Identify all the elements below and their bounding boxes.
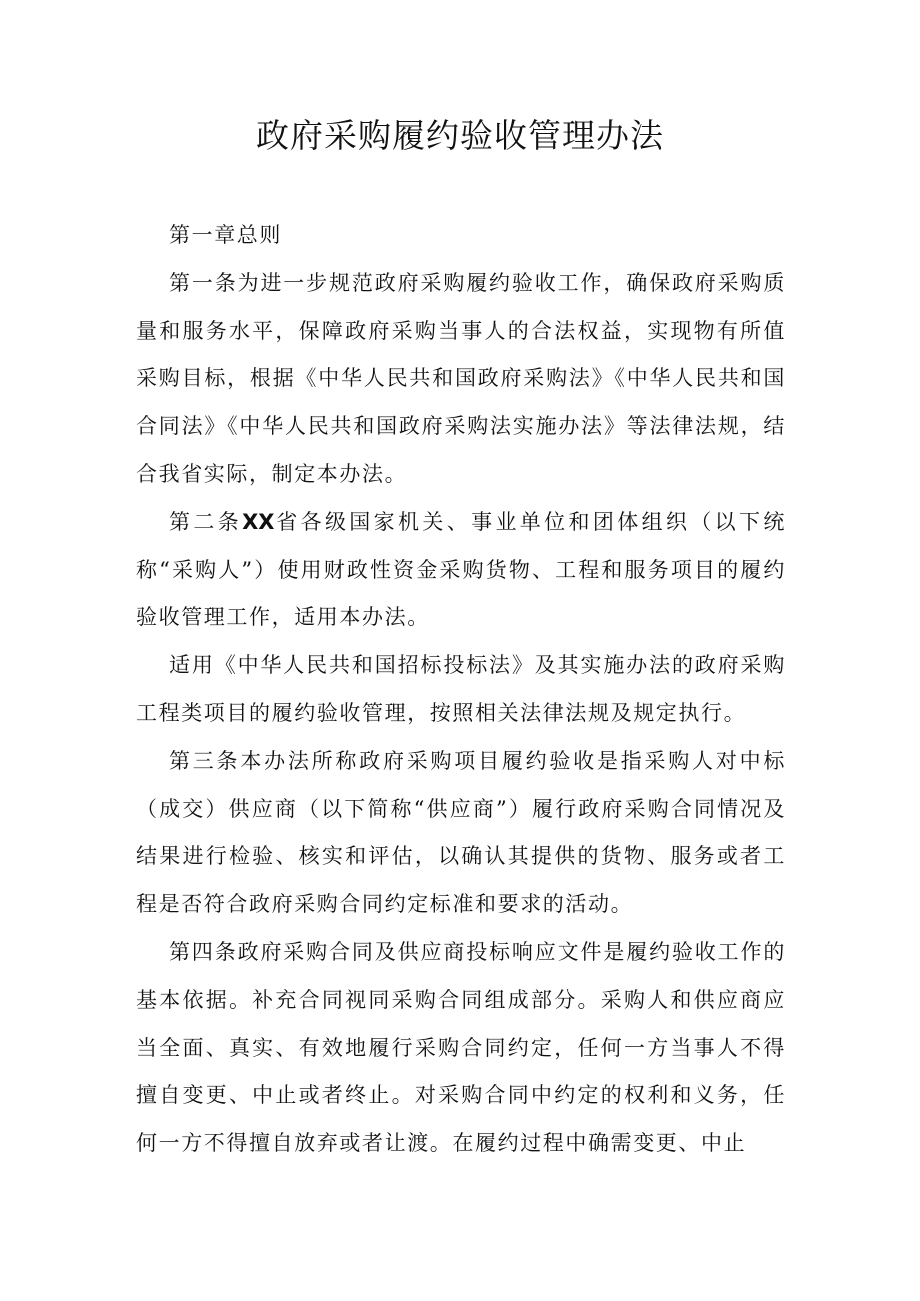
article-2-paragraph	[136, 499, 786, 642]
province-placeholder: XX	[242, 509, 275, 534]
document-title: 政府采购履约验收管理办法	[256, 116, 664, 155]
document-body	[136, 212, 786, 1168]
article-3-paragraph: 第三条本办法所称政府采购项目履约验收是指采购人对中标（成交）供应商（以下简称“供应商”）履行政府采购合同情况及结果进行检验、核实和评估，以确认其提供的货物、服务或者工程是否符合政府采购合同约定标准和要求的活动。	[136, 748, 786, 917]
article-4-paragraph: 第四条政府采购合同及供应商投标响应文件是履约验收工作的基本依据。补充合同视同采购合同组成部分。采购人和供应商应当全面、真实、有效地履行采购合同约定，任何一方当事人不得擅自变更、中止或者终止。对采购合同中约定的权利和义务，任何一方不得擅自放弃或者让渡。在履约过程中确需变更、中止	[136, 939, 786, 1156]
article-2-prefix: 第二条	[169, 509, 243, 534]
article-1-paragraph: 第一条为进一步规范政府采购履约验收工作，确保政府采购质量和服务水平，保障政府采购当事人的合法权益，实现物有所值采购目标，根据《中华人民共和国政府采购法》《中华人民共和国合同法》《中华人民共和国政府采购法实施办法》等法律法规，结合我省实际，制定本办法。	[136, 270, 786, 486]
article-2-supplement-paragraph: 适用《中华人民共和国招标投标法》及其实施办法的政府采购工程类项目的履约验收管理，按照相关法律法规及规定执行。	[136, 653, 786, 725]
article-2-text: 省各级国家机关、事业单位和团体组织（以下统称“采购人”）使用财政性资金采购货物、工程和服务项目的履约验收管理工作，适用本办法。	[136, 509, 786, 630]
chapter-heading: 第一章总则	[169, 223, 282, 247]
